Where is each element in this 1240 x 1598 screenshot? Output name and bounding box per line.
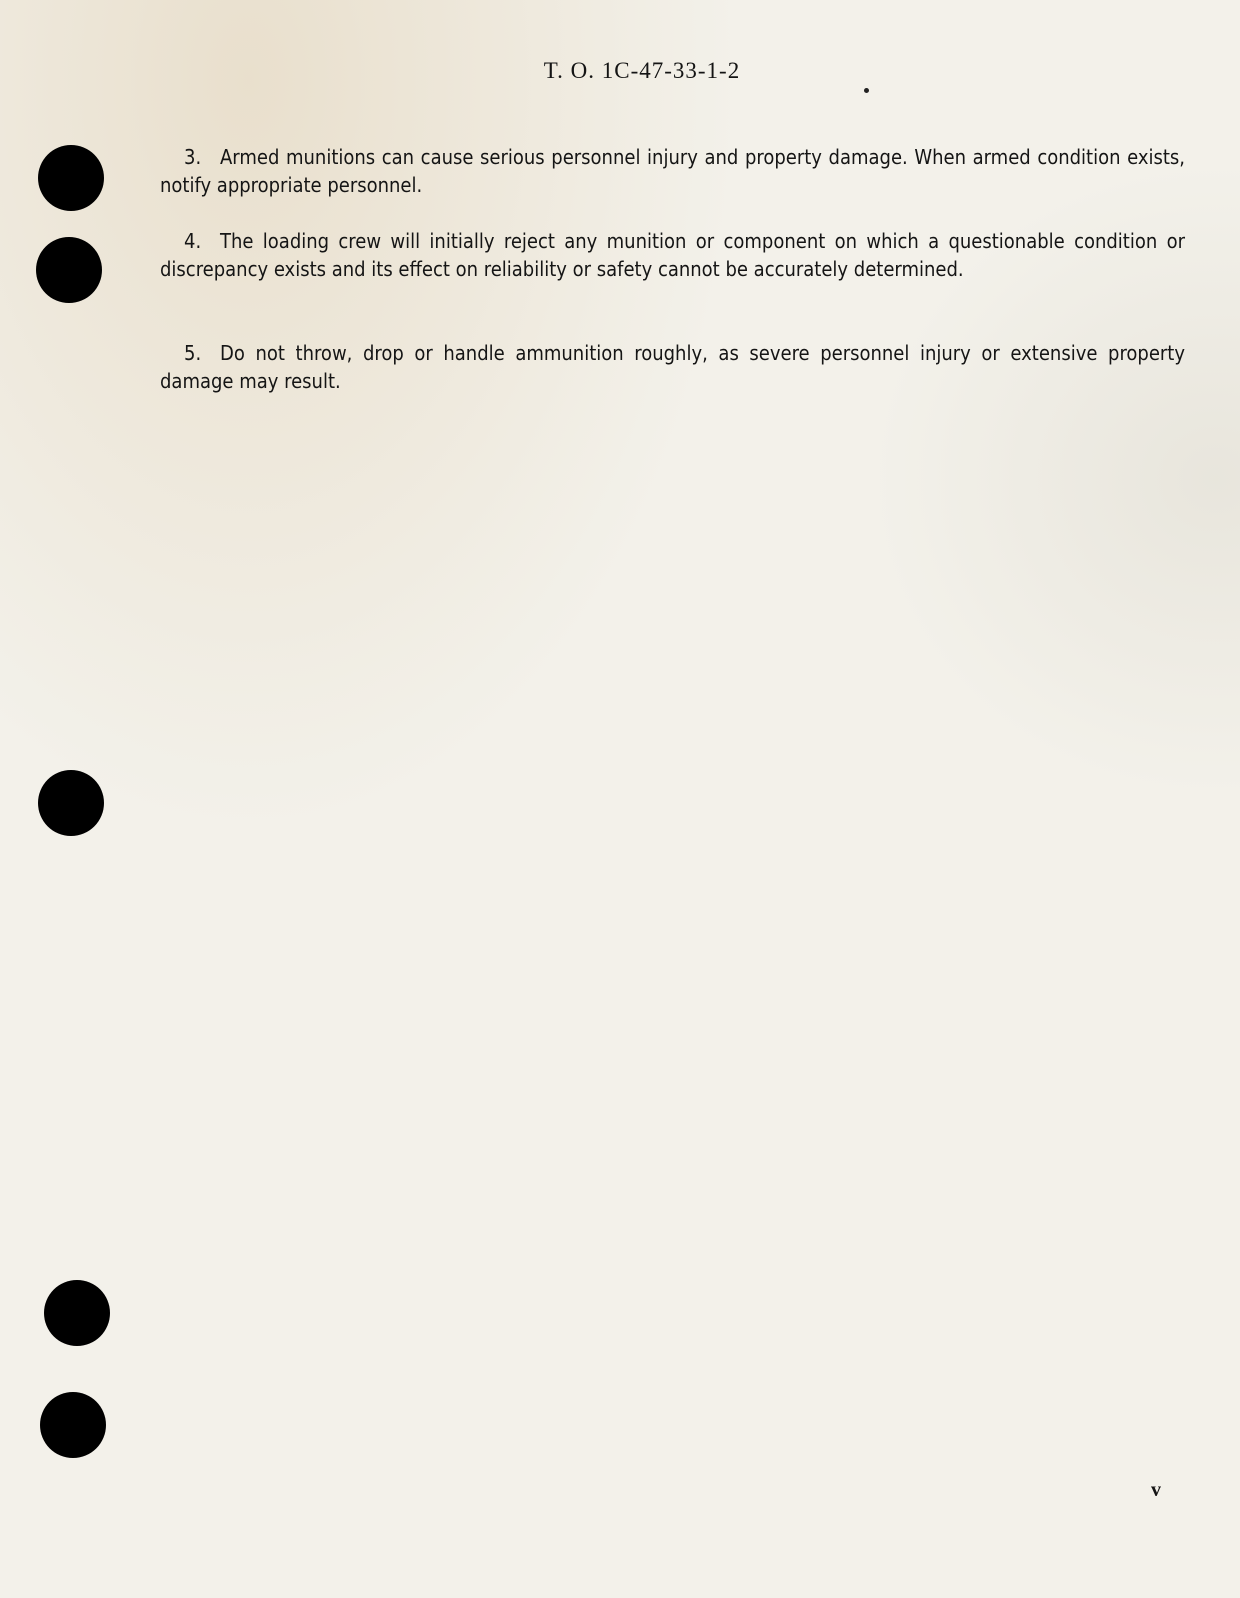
paragraph-number: 5. [184,341,202,365]
warning-paragraph-3 [160,143,1185,199]
page-number: v [1151,1479,1161,1501]
paragraph-text: Armed munitions can cause serious personnel injury and property damage. When armed condition exists, notify appropriate personnel. [160,145,1185,197]
binder-hole-2 [36,237,102,303]
warning-paragraph-4 [160,227,1185,283]
binder-hole-3 [38,770,104,836]
paragraph-text: Do not throw, drop or handle ammunition roughly, as severe personnel injury or extensive property damage may result. [160,341,1185,393]
binder-hole-5 [40,1392,106,1458]
document-header [0,58,1240,84]
paragraph-number: 4. [184,229,202,253]
technical-order-number: T. O. 1C-47-33-1-2 [543,58,741,83]
paragraph-number: 3. [184,145,202,169]
warning-paragraph-5 [160,339,1185,395]
binder-hole-4 [44,1280,110,1346]
stray-mark [864,88,869,93]
binder-hole-1 [38,145,104,211]
paragraph-text: The loading crew will initially reject any munition or component on which a questionable condition or discrepancy exists and its effect on reliability or safety cannot be accurately determined. [160,229,1185,281]
